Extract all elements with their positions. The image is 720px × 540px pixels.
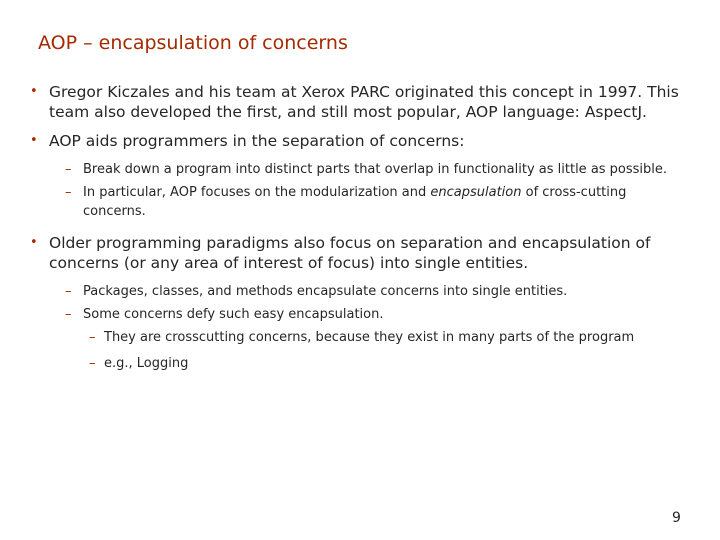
sub-bullet-text-before: In particular, AOP focuses on the modularization and [83,185,431,200]
dash-marker: – [89,356,96,371]
sub-bullet [30,305,673,324]
sub-bullet-list [30,160,690,221]
sub-bullet [30,282,673,301]
sub-sub-bullet [30,328,664,347]
sub-bullet-text [83,185,626,219]
bullet-text: Older programming paradigms also focus on separation and encapsulation of concerns (or any area of interest of focus) into single entities. [49,234,651,272]
sub-bullet-list [30,282,690,373]
dash-marker: – [65,307,72,322]
sub-bullet-text: Break down a program into distinct parts that overlap in functionality as little as possible. [83,162,668,177]
slide-content [30,82,690,385]
sub-bullet-text: Packages, classes, and methods encapsulate concerns into single entities. [83,284,568,299]
sub-sub-bullet-text: They are crosscutting concerns, because they exist in many parts of the program [104,330,635,345]
bullet-point [30,233,690,273]
bullet-point [30,82,690,122]
bullet-marker: • [30,133,38,148]
sub-sub-bullet-text: e.g., Logging [104,356,189,371]
slide-title: AOP – encapsulation of concerns [38,32,348,54]
dash-marker: – [65,162,72,177]
bullet-marker: • [30,235,38,250]
bullet-text: AOP aids programmers in the separation of concerns: [49,132,465,150]
sub-bullet-text-after: of cross-cutting concerns. [83,185,627,219]
dash-marker: – [65,185,72,200]
sub-sub-bullet [30,354,664,373]
sub-bullet-text: Some concerns defy such easy encapsulation. [83,307,384,322]
dash-marker: – [89,330,96,345]
bullet-text: Gregor Kiczales and his team at Xerox PARC originated this concept in 1997. This team also developed the first, and still most popular, AOP language: AspectJ. [49,83,679,121]
dash-marker: – [65,284,72,299]
emphasis-text: encapsulation [430,185,522,200]
sub-bullet [30,160,673,179]
bullet-point [30,131,690,151]
sub-bullet [30,183,673,221]
bullet-marker: • [30,84,38,99]
page-number: 9 [672,510,681,526]
